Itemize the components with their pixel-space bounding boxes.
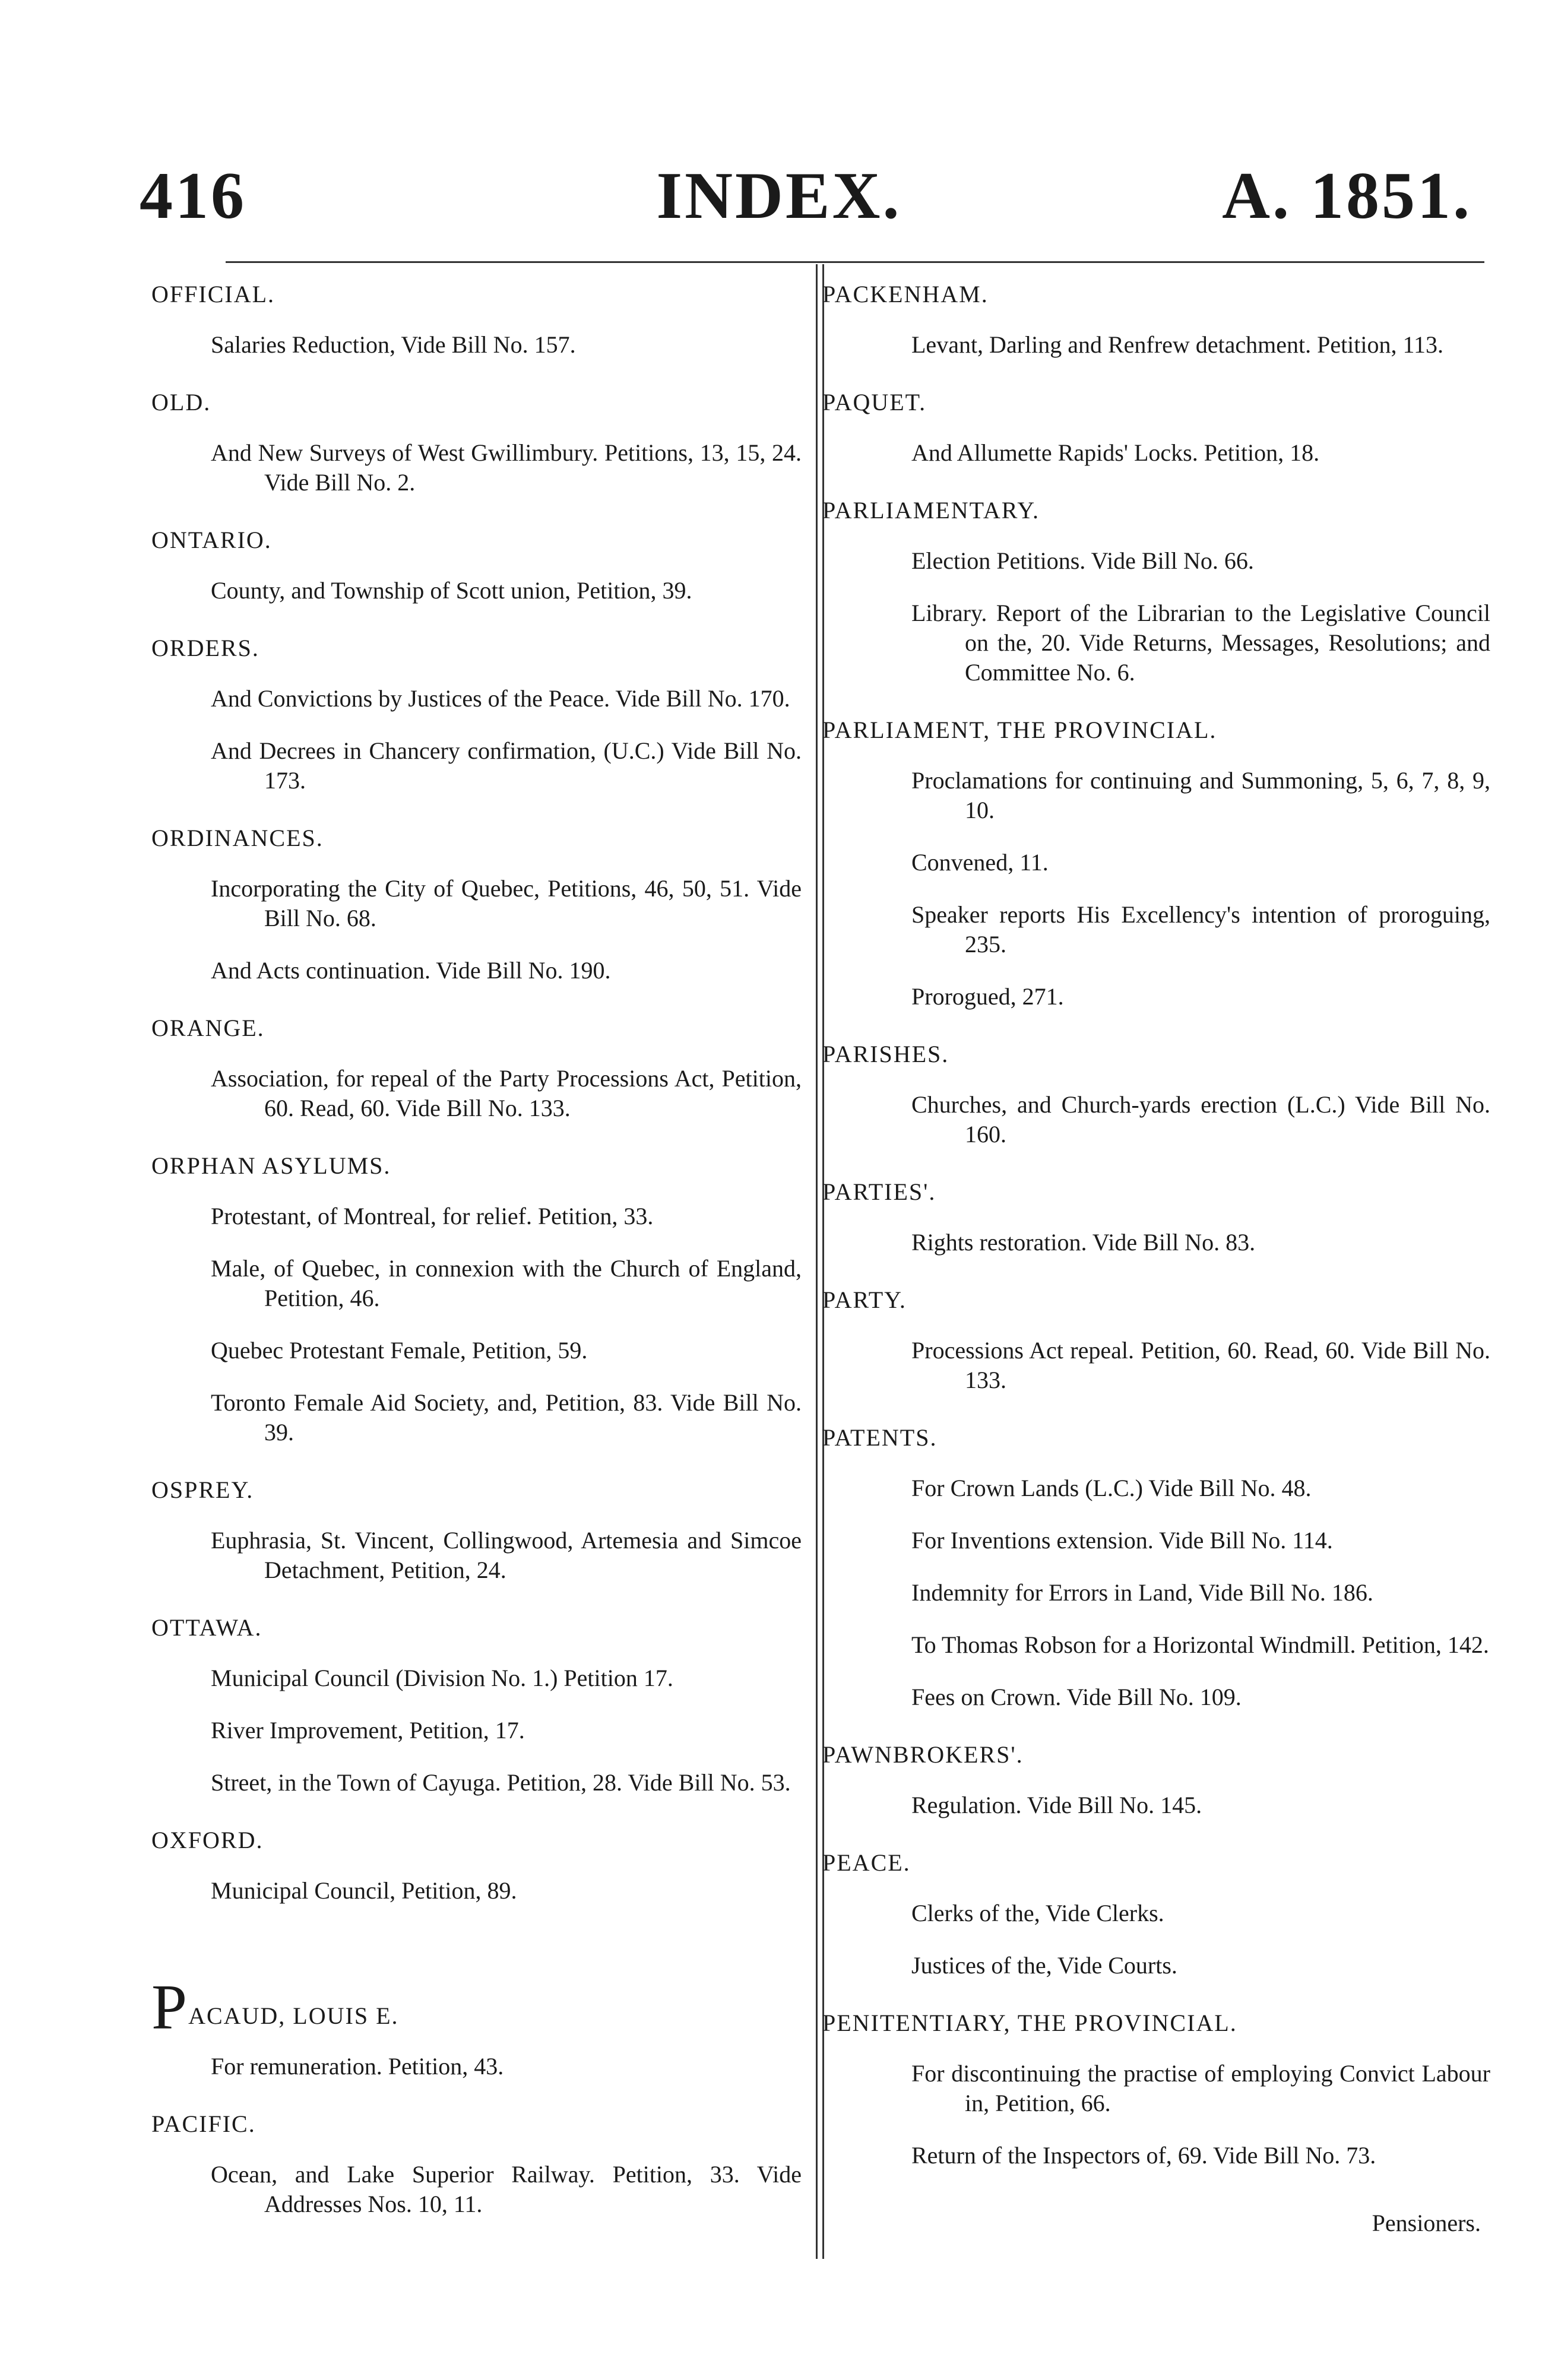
index-heading: OSPREY. <box>151 1476 254 1503</box>
index-entry: For Crown Lands (L.C.) Vide Bill No. 48. <box>911 1475 1312 1501</box>
index-entry: Election Petitions. Vide Bill No. 66. <box>911 547 1254 574</box>
index-heading: ONTARIO. <box>151 527 272 553</box>
index-entry: Municipal Council (Division No. 1.) Petition 17. <box>211 1665 673 1691</box>
left-column <box>151 279 802 2242</box>
index-entry: Euphrasia, St. Vincent, Collingwood, Artemesia and Simcoe Detachment, Petition, 24. <box>211 1527 802 1583</box>
index-heading: PATENTS. <box>822 1424 938 1451</box>
page-number: 416 <box>140 159 246 233</box>
index-entry: County, and Township of Scott union, Petition, 39. <box>211 577 692 604</box>
catchword: Pensioners. <box>1372 2210 1481 2236</box>
index-entry: Ocean, and Lake Superior Railway. Petition, 33. Vide Addresses Nos. 10, 11. <box>211 2161 802 2217</box>
index-entry: Justices of the, Vide Courts. <box>911 1952 1177 1979</box>
index-entry: Rights restoration. Vide Bill No. 83. <box>911 1229 1256 1256</box>
index-heading: PACKENHAM. <box>822 281 989 308</box>
index-heading: PAQUET. <box>822 389 927 416</box>
index-entry: Regulation. Vide Bill No. 145. <box>911 1792 1202 1818</box>
index-entry: Levant, Darling and Renfrew detachment. Petition, 113. <box>911 331 1444 358</box>
index-entry: To Thomas Robson for a Horizontal Windmill. Petition, 142. <box>911 1631 1489 1658</box>
index-entry: Municipal Council, Petition, 89. <box>211 1877 517 1904</box>
index-heading: ORDERS. <box>151 635 259 661</box>
index-heading: PARTIES'. <box>822 1178 936 1205</box>
session-year: A. 1851. <box>1222 159 1472 233</box>
index-heading: OFFICIAL. <box>151 281 276 308</box>
index-entry: Convened, 11. <box>911 849 1049 876</box>
index-entry: Clerks of the, Vide Clerks. <box>911 1900 1164 1926</box>
index-heading: PENITENTIARY, THE PROVINCIAL. <box>822 2010 1237 2036</box>
index-heading: PAWNBROKERS'. <box>822 1741 1024 1768</box>
index-entry: Return of the Inspectors of, 69. Vide Bill No. 73. <box>911 2142 1376 2169</box>
index-heading: ORPHAN ASYLUMS. <box>151 1152 391 1179</box>
index-entry: Speaker reports His Excellency's intention of proroguing, 235. <box>911 901 1490 958</box>
page-header <box>0 151 1558 240</box>
index-entry: Association, for repeal of the Party Processions Act, Petition, 60. Read, 60. Vide Bill No. 133. <box>211 1065 802 1121</box>
index-entry: Library. Report of the Librarian to the Legislative Council on the, 20. Vide Returns, Messages, Resolutions; and Committee No. 6. <box>911 600 1490 686</box>
index-heading: PEACE. <box>822 1849 911 1876</box>
index-entry: And Allumette Rapids' Locks. Petition, 18. <box>911 439 1320 466</box>
index-entry: Male, of Quebec, in connexion with the Church of England, Petition, 46. <box>211 1255 802 1311</box>
index-entry: Indemnity for Errors in Land, Vide Bill No. 186. <box>911 1579 1373 1606</box>
index-entry: Toronto Female Aid Society, and, Petition, 83. Vide Bill No. 39. <box>211 1389 802 1446</box>
index-entry: And New Surveys of West Gwillimbury. Petitions, 13, 15, 24. Vide Bill No. 2. <box>211 439 802 496</box>
index-entry: For remuneration. Petition, 43. <box>211 2053 504 2080</box>
index-heading: PARISHES. <box>822 1041 949 1067</box>
index-entry: Salaries Reduction, Vide Bill No. 157. <box>211 331 576 358</box>
heading-rest: ACAUD, LOUIS E. <box>188 2002 399 2029</box>
index-entry: For Inventions extension. Vide Bill No. 114. <box>911 1527 1333 1554</box>
index-entry: And Convictions by Justices of the Peace. Vide Bill No. 170. <box>211 685 790 712</box>
index-heading: ORDINANCES. <box>151 825 324 851</box>
page-title: INDEX. <box>656 159 902 233</box>
header-rule <box>226 261 1484 263</box>
index-heading: ORANGE. <box>151 1015 265 1041</box>
index-entry: Protestant, of Montreal, for relief. Petition, 33. <box>211 1203 654 1229</box>
index-entry: And Acts continuation. Vide Bill No. 190. <box>211 957 611 984</box>
index-entry: And Decrees in Chancery confirmation, (U.C.) Vide Bill No. 173. <box>211 737 802 794</box>
index-entry: Street, in the Town of Cayuga. Petition, 28. Vide Bill No. 53. <box>211 1769 791 1796</box>
index-heading: OXFORD. <box>151 1827 264 1853</box>
index-entry: Processions Act repeal. Petition, 60. Read, 60. Vide Bill No. 133. <box>911 1337 1490 1393</box>
index-entry: Incorporating the City of Quebec, Petitions, 46, 50, 51. Vide Bill No. 68. <box>211 875 802 931</box>
index-heading: PARLIAMENT, THE PROVINCIAL. <box>822 717 1217 743</box>
section-initial: P <box>151 1972 189 2043</box>
index-entry: Quebec Protestant Female, Petition, 59. <box>211 1337 588 1364</box>
index-heading: OTTAWA. <box>151 1614 262 1641</box>
index-entry: For discontinuing the practise of employing Convict Labour in, Petition, 66. <box>911 2060 1490 2116</box>
index-heading: OLD. <box>151 389 211 416</box>
index-heading: PARTY. <box>822 1286 907 1313</box>
index-heading: PARLIAMENTARY. <box>822 497 1040 524</box>
index-entry: Churches, and Church-yards erection (L.C.) Vide Bill No. 160. <box>911 1091 1490 1148</box>
index-entry: Proclamations for continuing and Summoning, 5, 6, 7, 8, 9, 10. <box>911 767 1490 823</box>
index-entry: Prorogued, 271. <box>911 983 1064 1010</box>
index-entry: Fees on Crown. Vide Bill No. 109. <box>911 1684 1242 1710</box>
right-column <box>822 279 1490 2193</box>
index-entry: River Improvement, Petition, 17. <box>211 1717 525 1744</box>
index-heading: PACIFIC. <box>151 2110 256 2137</box>
index-heading <box>151 1972 802 2043</box>
